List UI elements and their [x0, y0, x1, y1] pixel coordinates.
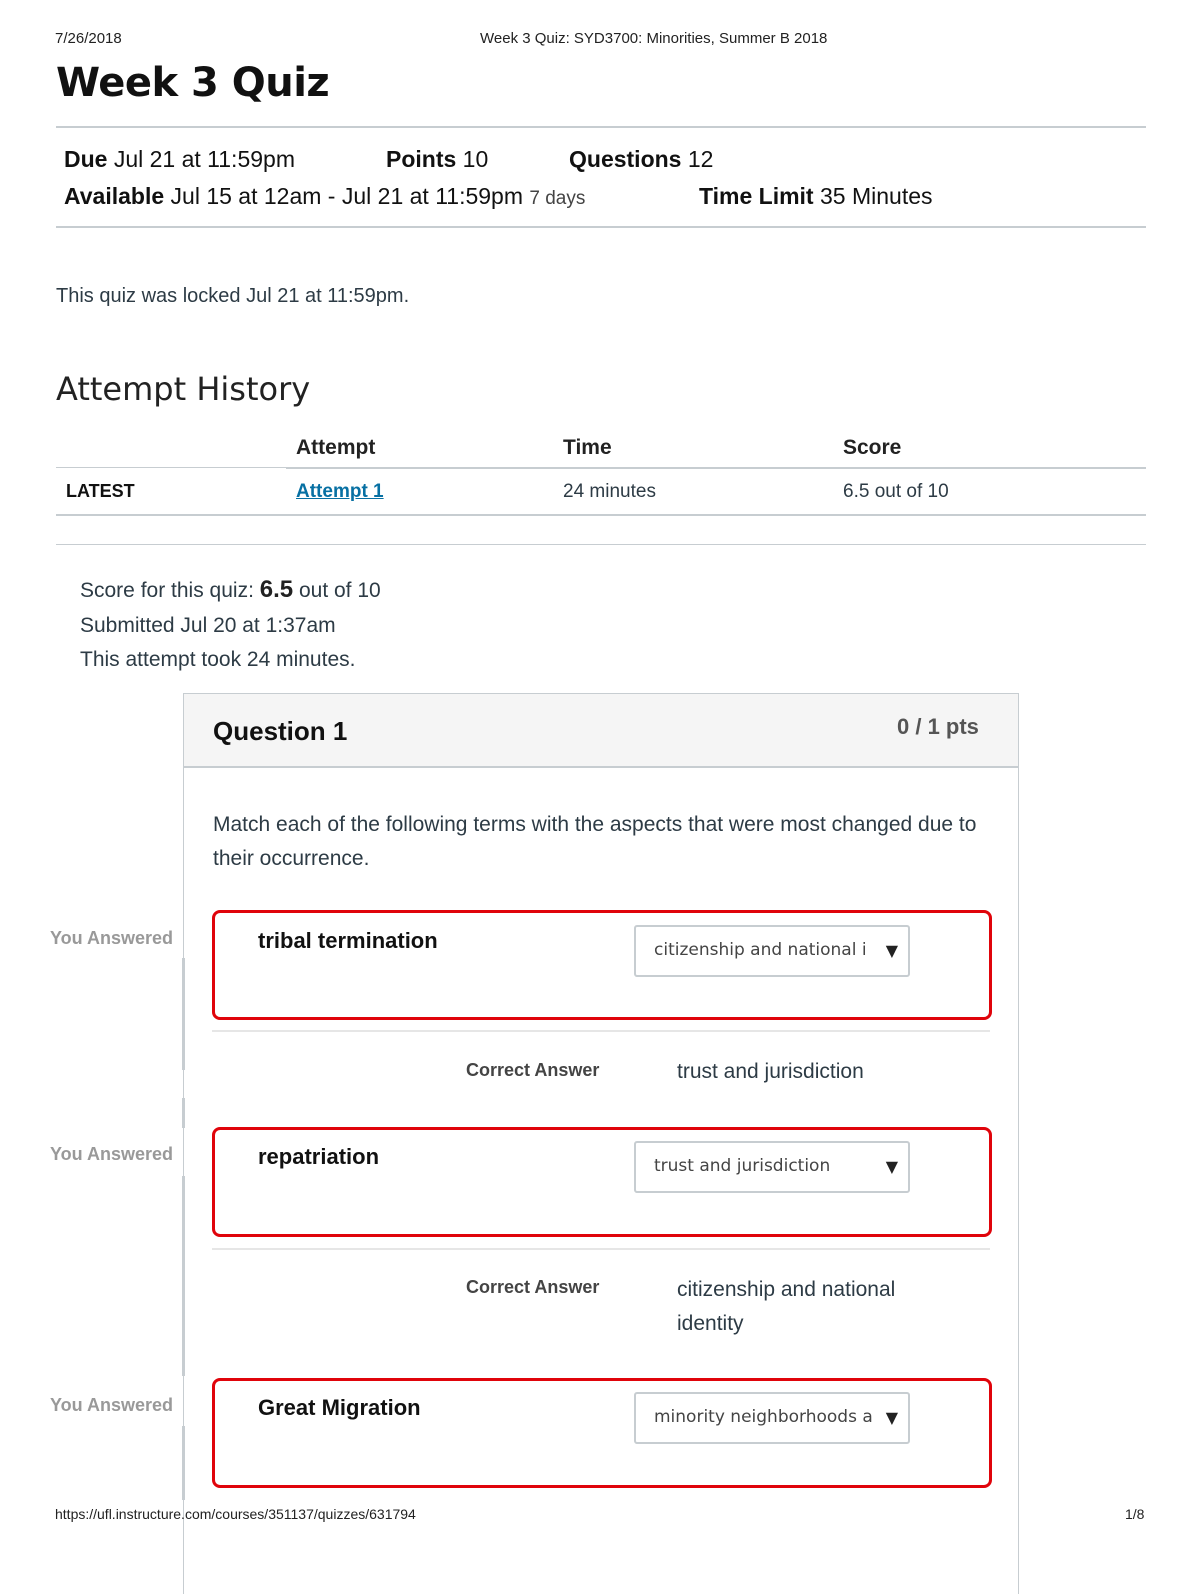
question-title: Question 1 [213, 716, 348, 746]
questions-value: 12 [687, 146, 714, 172]
time-limit-label: Time Limit [699, 183, 814, 209]
item-divider [212, 1248, 990, 1250]
dropdown-arrow-icon: ▼ [885, 1157, 898, 1176]
due-info [64, 146, 295, 173]
quiz-score [80, 576, 381, 604]
table-header-divider [286, 467, 1146, 469]
print-title: Week 3 Quiz: SYD3700: Minorities, Summer B 2018 [480, 30, 828, 47]
item-divider [212, 1030, 990, 1032]
dropdown-value: citizenship and national i [654, 940, 867, 960]
meta-divider [56, 226, 1146, 228]
dropdown-value: minority neighborhoods a [654, 1407, 873, 1427]
you-answered-label: You Answered [50, 928, 174, 948]
title-divider [56, 126, 1146, 128]
question-points: 0 / 1 pts [897, 714, 979, 739]
points-label: Points [386, 146, 457, 172]
question-text: Match each of the following terms with the aspects that were most changed due to their occurrence. [213, 813, 977, 870]
attempt-time: 24 minutes [563, 481, 656, 502]
correct-answer-label: Correct Answer [466, 1277, 600, 1297]
available-value: Jul 15 at 12am - Jul 21 at 11:59pm [170, 183, 523, 209]
attempt-link[interactable]: Attempt 1 [296, 481, 384, 502]
latest-tag: LATEST [66, 481, 135, 501]
correct-answer-label: Correct Answer [466, 1060, 600, 1080]
section-divider [56, 544, 1146, 545]
time-limit-info [699, 183, 933, 210]
score-value: 6.5 [259, 576, 294, 603]
page-title: Week 3 Quiz [56, 60, 330, 106]
you-answered-label: You Answered [50, 1395, 174, 1415]
footer-page-number: 1/8 [1125, 1506, 1145, 1522]
attempt-score: 6.5 out of 10 [843, 481, 949, 502]
score-prefix: Score for this quiz: [80, 579, 254, 602]
answer-indicator-bar [182, 958, 185, 1070]
match-term: Great Migration [258, 1395, 421, 1420]
due-value: Jul 21 at 11:59pm [113, 146, 295, 172]
locked-message: This quiz was locked Jul 21 at 11:59pm. [56, 285, 410, 307]
footer-url: https://ufl.instructure.com/courses/351137/quizzes/631794 [55, 1506, 416, 1522]
dropdown-arrow-icon: ▼ [885, 941, 898, 960]
score-suffix: out of 10 [298, 579, 381, 602]
table-header-divider-left [56, 467, 286, 468]
available-label: Available [64, 183, 165, 209]
answer-dropdown[interactable] [634, 1392, 910, 1444]
match-term: repatriation [258, 1144, 380, 1169]
time-limit-value: 35 Minutes [820, 183, 933, 209]
correct-answer-value: citizenship and national identity [677, 1278, 896, 1335]
you-answered-label: You Answered [50, 1144, 174, 1164]
answer-indicator-bar [182, 1176, 185, 1376]
column-header-score: Score [843, 436, 902, 459]
answer-dropdown[interactable] [634, 1141, 910, 1193]
print-date: 7/26/2018 [55, 30, 122, 47]
answer-indicator-bar [182, 1426, 185, 1500]
answer-indicator-bar [182, 1098, 185, 1128]
attempt-history-heading: Attempt History [56, 370, 311, 408]
points-info [386, 146, 488, 173]
column-header-time: Time [563, 436, 612, 459]
available-days: 7 days [529, 188, 586, 209]
due-label: Due [64, 146, 108, 172]
answer-dropdown[interactable] [634, 925, 910, 977]
table-bottom-divider [56, 514, 1146, 516]
submitted-time: Submitted Jul 20 at 1:37am [80, 614, 336, 637]
dropdown-arrow-icon: ▼ [885, 1408, 898, 1427]
correct-answer-value: trust and jurisdiction [677, 1060, 864, 1083]
questions-label: Questions [569, 146, 682, 172]
match-term: tribal termination [258, 928, 438, 953]
available-info [64, 183, 585, 210]
points-value: 10 [462, 146, 489, 172]
questions-info [569, 146, 713, 173]
dropdown-value: trust and jurisdiction [654, 1156, 831, 1176]
column-header-attempt: Attempt [296, 436, 376, 459]
attempt-duration: This attempt took 24 minutes. [80, 648, 356, 671]
